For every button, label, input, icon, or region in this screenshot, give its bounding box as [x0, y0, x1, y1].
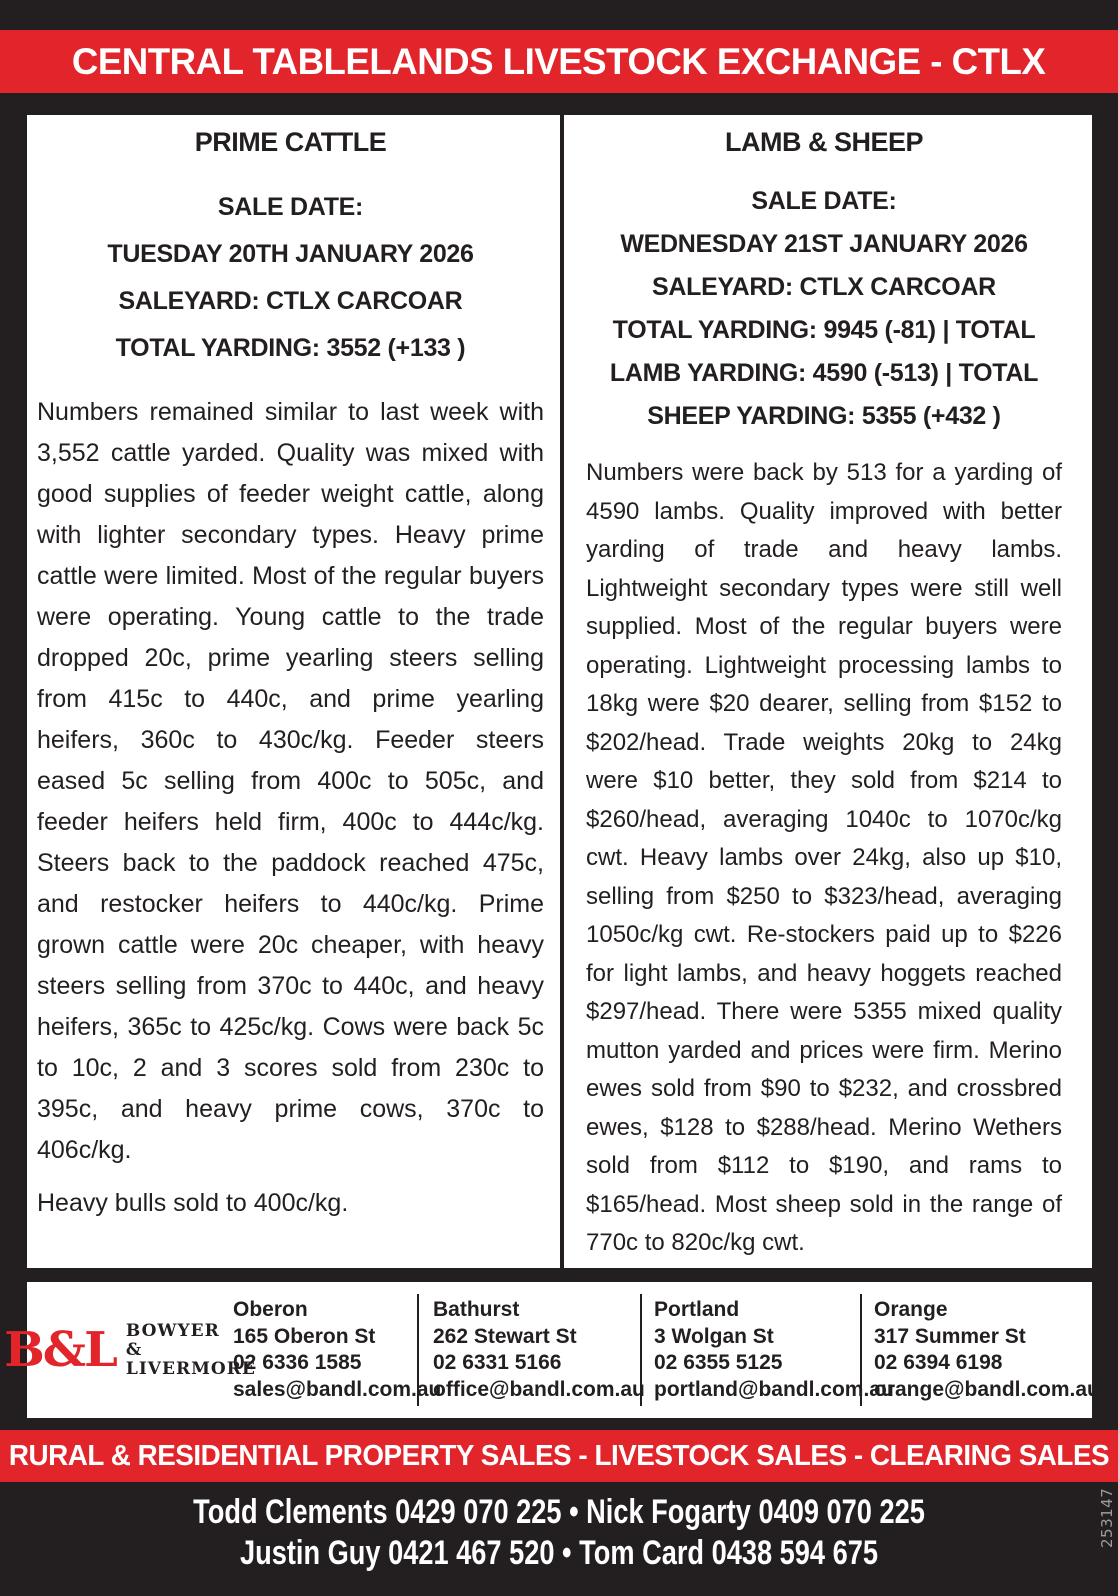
contact-line-2: Justin Guy 0421 467 520 • Tom Card 0438 594 675 — [239, 1534, 878, 1572]
sheep-sale-details — [586, 180, 1062, 438]
cattle-report-closing: Heavy bulls sold to 400c/kg. — [37, 1189, 349, 1217]
office-email: office@bandl.com.au — [433, 1377, 645, 1401]
sheep-heading: LAMB & SHEEP — [724, 127, 924, 157]
office-street: 317 Summer St — [874, 1324, 1026, 1348]
sheep-report-section — [560, 115, 1092, 1268]
office-town: Bathurst — [433, 1298, 520, 1321]
office-orange — [860, 1294, 1100, 1406]
header-banner — [0, 30, 1118, 93]
logo-name-line2: & LIVERMORE — [125, 1339, 256, 1379]
office-phone: 02 6355 5125 — [654, 1351, 783, 1374]
office-town: Oberon — [233, 1298, 308, 1321]
sheep-saleyard: SALEYARD: CTLX CARCOAR — [652, 273, 996, 301]
office-street: 165 Oberon St — [233, 1324, 376, 1348]
cattle-report-section — [27, 115, 560, 1268]
office-phone: 02 6331 5166 — [433, 1351, 562, 1374]
cattle-sale-date-label: SALE DATE: — [217, 193, 364, 221]
office-oberon — [233, 1294, 442, 1406]
cattle-total-yarding: TOTAL YARDING: 3552 (+133 ) — [115, 334, 466, 362]
sheep-total-yarding: TOTAL YARDING: 9945 (-81) | TOTAL LAMB YARDING: 4590 (-513) | TOTAL SHEEP YARDING: 5355 (+432 ) — [609, 316, 1039, 430]
cattle-sale-details — [37, 184, 544, 372]
office-town: Orange — [874, 1298, 948, 1321]
office-email: portland@bandl.com.au — [654, 1377, 894, 1401]
sheep-sale-date-label: SALE DATE: — [751, 187, 897, 215]
office-phone: 02 6336 1585 — [233, 1351, 362, 1374]
market-report-box — [27, 115, 1092, 1268]
services-banner-text: RURAL & RESIDENTIAL PROPERTY SALES - LIVESTOCK SALES - CLEARING SALES — [8, 1439, 1110, 1472]
office-town: Portland — [654, 1298, 740, 1321]
agency-offices-box — [4, 1282, 1100, 1418]
logo-name-line1: BOWYER — [125, 1320, 220, 1341]
services-banner — [0, 1430, 1118, 1482]
cattle-report-text: Numbers remained similar to last week with 3,552 cattle yarded. Quality was mixed with good supplies of feeder weight cattle, along with lighter secondary types. Heavy prime cattle were limited. Most of the regular buyers were operating. Young cattle to the trade dropped 20c, prime yearling steers selling from 415c to 440c, and prime yearling heifers, 360c to 430c/kg. Feeder steers eased 5c selling from 400c to 505c, and feeder heifers held firm, 400c to 444c/kg. Steers back to the paddock reached 475c, and restocker heifers to 440c/kg. Prime grown cattle were 20c cheaper, with heavy steers selling from 370c to 440c, and heavy heifers, 365c to 425c/kg. Cows were back 5c to 10c, 2 and 3 scores sold from 230c to 395c, and heavy prime cows, 370c to 406c/kg. — [37, 398, 544, 1164]
cattle-heading: PRIME CATTLE — [194, 127, 387, 157]
office-portland — [640, 1294, 894, 1406]
agent-contacts — [0, 1492, 1118, 1574]
contact-line-1: Todd Clements 0429 070 225 • Nick Fogarty 0409 070 225 — [193, 1493, 925, 1531]
sheep-sale-date: WEDNESDAY 21ST JANUARY 2026 — [620, 230, 1028, 258]
office-street: 3 Wolgan St — [654, 1324, 774, 1348]
office-email: orange@bandl.com.au — [874, 1377, 1100, 1401]
office-email: sales@bandl.com.au — [233, 1377, 442, 1401]
office-phone: 02 6394 6198 — [874, 1351, 1003, 1374]
print-reference-number: 253147 — [1098, 1487, 1116, 1548]
page-title: CENTRAL TABLELANDS LIVESTOCK EXCHANGE - CTLX — [72, 40, 1046, 82]
cattle-sale-date: TUESDAY 20TH JANUARY 2026 — [107, 240, 474, 268]
office-bathurst — [417, 1294, 645, 1406]
sheep-report-text: Numbers were back by 513 for a yarding of 4590 lambs. Quality improved with better yarding of trade and heavy lambs. Lightweight secondary types were still well supplied. Most of the regular buyers were operating. Lightweight processing lambs to 18kg were $20 dearer, selling from $152 to $202/head. Trade weights 20kg to 24kg were $10 better, they sold from $214 to $260/head, averaging 1040c to 1070c/kg cwt. Heavy lambs over 24kg, also up $10, selling from $250 to $323/head, averaging 1050c/kg cwt. Re-stockers paid up to $226 for light lambs, and heavy hoggets reached $297/head. There were 5355 mixed quality mutton yarded and prices were firm. Merino ewes sold from $90 to $232, and crossbred ewes, $128 to $288/head. Merino Wethers sold from $112 to $190, and rams to $165/head. Most sheep sold in the range of 770c to 820c/kg cwt. — [586, 459, 1062, 1256]
logo-abbr-icon: B&L — [4, 1322, 116, 1378]
bowyer-livermore-logo — [4, 1294, 256, 1406]
cattle-saleyard: SALEYARD: CTLX CARCOAR — [118, 287, 463, 315]
office-street: 262 Stewart St — [433, 1324, 577, 1348]
